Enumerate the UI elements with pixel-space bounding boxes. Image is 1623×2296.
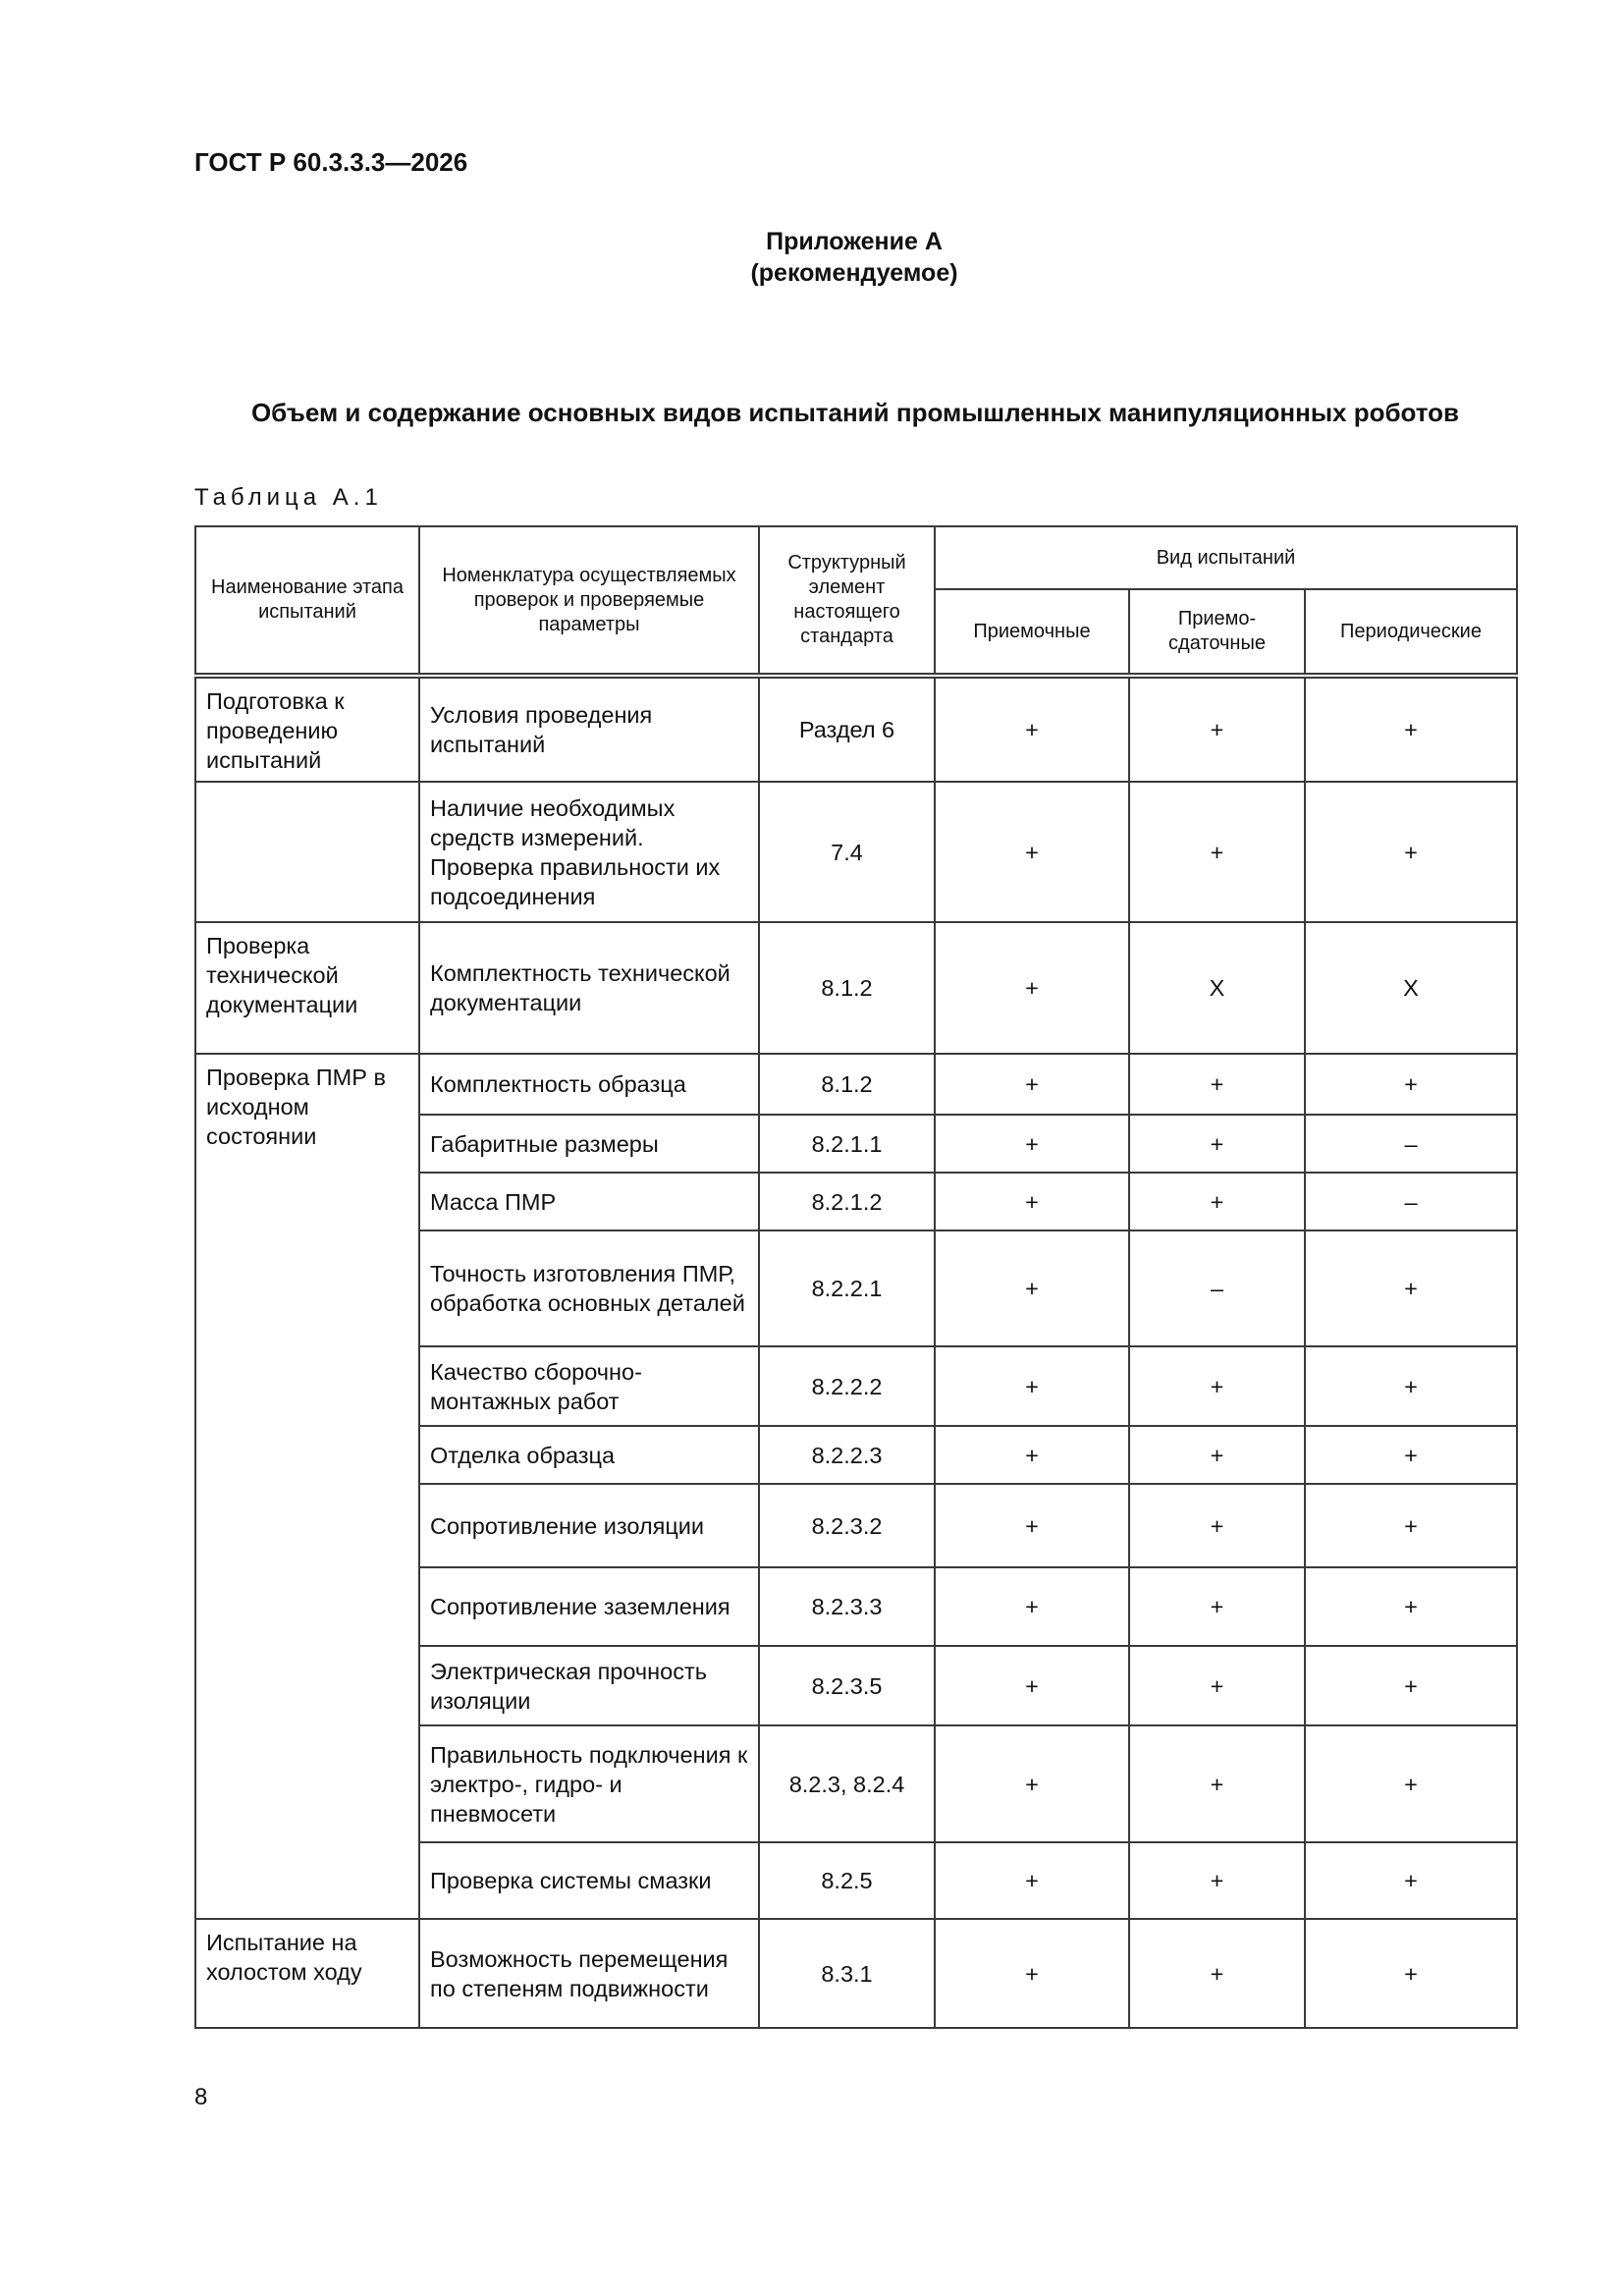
table-row bbox=[195, 782, 1517, 922]
ref-cell: 8.2.3, 8.2.4 bbox=[759, 1725, 935, 1842]
delivery-cell: + bbox=[1129, 1567, 1305, 1646]
table-label: Таблица А.1 bbox=[194, 484, 383, 511]
ref-cell: 8.2.3.5 bbox=[759, 1646, 935, 1725]
delivery-cell: + bbox=[1129, 676, 1305, 782]
table-row bbox=[195, 676, 1517, 782]
header-checks: Номенклатура осуществляемых проверок и проверяемые параметры bbox=[419, 526, 759, 676]
check-cell: Комплектность технической документации bbox=[419, 922, 759, 1054]
periodic-cell: + bbox=[1305, 1426, 1517, 1484]
ref-cell: 8.2.3.2 bbox=[759, 1484, 935, 1567]
acceptance-cell: + bbox=[935, 922, 1129, 1054]
check-cell: Правильность подключения к электро-, гидро- и пневмосети bbox=[419, 1725, 759, 1842]
periodic-cell: + bbox=[1305, 1919, 1517, 2028]
delivery-cell: + bbox=[1129, 1173, 1305, 1230]
periodic-cell: + bbox=[1305, 782, 1517, 922]
periodic-cell: + bbox=[1305, 1567, 1517, 1646]
check-cell: Масса ПМР bbox=[419, 1173, 759, 1230]
ref-cell: 7.4 bbox=[759, 782, 935, 922]
ref-cell: 8.2.1.2 bbox=[759, 1173, 935, 1230]
delivery-cell: + bbox=[1129, 1919, 1305, 2028]
ref-cell: 8.2.1.1 bbox=[759, 1115, 935, 1173]
acceptance-cell: + bbox=[935, 1115, 1129, 1173]
check-cell: Отделка образца bbox=[419, 1426, 759, 1484]
periodic-cell: + bbox=[1305, 1842, 1517, 1919]
delivery-cell: + bbox=[1129, 1426, 1305, 1484]
acceptance-cell: + bbox=[935, 1484, 1129, 1567]
delivery-cell: + bbox=[1129, 1484, 1305, 1567]
ref-cell: 8.2.2.1 bbox=[759, 1230, 935, 1346]
check-cell: Электрическая прочность изоляции bbox=[419, 1646, 759, 1725]
delivery-cell: + bbox=[1129, 1842, 1305, 1919]
ref-cell: 8.2.3.3 bbox=[759, 1567, 935, 1646]
periodic-cell: + bbox=[1305, 1054, 1517, 1115]
ref-cell: 8.2.2.3 bbox=[759, 1426, 935, 1484]
check-cell: Проверка системы смазки bbox=[419, 1842, 759, 1919]
header-acceptance: Приемочные bbox=[935, 589, 1129, 676]
periodic-cell: + bbox=[1305, 1230, 1517, 1346]
table-row bbox=[195, 922, 1517, 1054]
acceptance-cell: + bbox=[935, 1842, 1129, 1919]
check-cell: Сопротивление заземления bbox=[419, 1567, 759, 1646]
appendix-status: (рекомендуемое) bbox=[750, 259, 958, 287]
ref-cell: 8.2.2.2 bbox=[759, 1346, 935, 1426]
check-cell: Габаритные размеры bbox=[419, 1115, 759, 1173]
delivery-cell: – bbox=[1129, 1230, 1305, 1346]
periodic-cell: + bbox=[1305, 676, 1517, 782]
periodic-cell: – bbox=[1305, 1173, 1517, 1230]
check-cell: Качество сборочно-монтажных работ bbox=[419, 1346, 759, 1426]
ref-cell: 8.2.5 bbox=[759, 1842, 935, 1919]
check-cell: Комплектность образца bbox=[419, 1054, 759, 1115]
acceptance-cell: + bbox=[935, 1426, 1129, 1484]
acceptance-cell: + bbox=[935, 1567, 1129, 1646]
periodic-cell: + bbox=[1305, 1646, 1517, 1725]
ref-cell: Раздел 6 bbox=[759, 676, 935, 782]
main-title: Объем и содержание основных видов испытаний промышленных манипуляционных роботов bbox=[250, 398, 1460, 427]
acceptance-cell: + bbox=[935, 1230, 1129, 1346]
ref-cell: 8.1.2 bbox=[759, 1054, 935, 1115]
periodic-cell: + bbox=[1305, 1346, 1517, 1426]
appendix-title: Приложение А bbox=[766, 228, 943, 255]
header-delivery: Приемо-сдаточные bbox=[1129, 589, 1305, 676]
acceptance-cell: + bbox=[935, 1919, 1129, 2028]
page-number: 8 bbox=[194, 2084, 208, 2110]
appendix-heading bbox=[0, 226, 1623, 289]
stage-cell: Проверка ПМР в исходном состоянии bbox=[195, 1054, 419, 1919]
tests-table bbox=[194, 525, 1518, 2029]
stage-cell: Проверка технической документации bbox=[195, 922, 419, 1054]
periodic-cell: X bbox=[1305, 922, 1517, 1054]
delivery-cell: + bbox=[1129, 1646, 1305, 1725]
delivery-cell: + bbox=[1129, 1725, 1305, 1842]
delivery-cell: + bbox=[1129, 1054, 1305, 1115]
header-stage: Наименование этапа испытаний bbox=[195, 526, 419, 676]
check-cell: Условия проведения испытаний bbox=[419, 676, 759, 782]
acceptance-cell: + bbox=[935, 1054, 1129, 1115]
stage-cell: Подготовка к проведению испытаний bbox=[195, 676, 419, 782]
periodic-cell: – bbox=[1305, 1115, 1517, 1173]
stage-cell bbox=[195, 782, 419, 922]
check-cell: Возможность перемещения по степеням подвижности bbox=[419, 1919, 759, 2028]
check-cell: Наличие необходимых средств измерений. Проверка правильности их подсоединения bbox=[419, 782, 759, 922]
acceptance-cell: + bbox=[935, 1346, 1129, 1426]
acceptance-cell: + bbox=[935, 782, 1129, 922]
ref-cell: 8.1.2 bbox=[759, 922, 935, 1054]
acceptance-cell: + bbox=[935, 1173, 1129, 1230]
periodic-cell: + bbox=[1305, 1725, 1517, 1842]
periodic-cell: + bbox=[1305, 1484, 1517, 1567]
table-row bbox=[195, 1054, 1517, 1115]
delivery-cell: + bbox=[1129, 1115, 1305, 1173]
acceptance-cell: + bbox=[935, 676, 1129, 782]
header-periodic: Периодические bbox=[1305, 589, 1517, 676]
header-element: Структурный элемент настоящего стандарта bbox=[759, 526, 935, 676]
delivery-cell: + bbox=[1129, 1346, 1305, 1426]
header-test-type: Вид испытаний bbox=[935, 526, 1517, 589]
acceptance-cell: + bbox=[935, 1646, 1129, 1725]
delivery-cell: + bbox=[1129, 782, 1305, 922]
delivery-cell: X bbox=[1129, 922, 1305, 1054]
table-row bbox=[195, 1919, 1517, 2028]
ref-cell: 8.3.1 bbox=[759, 1919, 935, 2028]
stage-cell: Испытание на холостом ходу bbox=[195, 1919, 419, 2028]
acceptance-cell: + bbox=[935, 1725, 1129, 1842]
check-cell: Точность изготовления ПМР, обработка основных деталей bbox=[419, 1230, 759, 1346]
document-code: ГОСТ Р 60.3.3.3—2026 bbox=[194, 147, 468, 177]
check-cell: Сопротивление изоляции bbox=[419, 1484, 759, 1567]
